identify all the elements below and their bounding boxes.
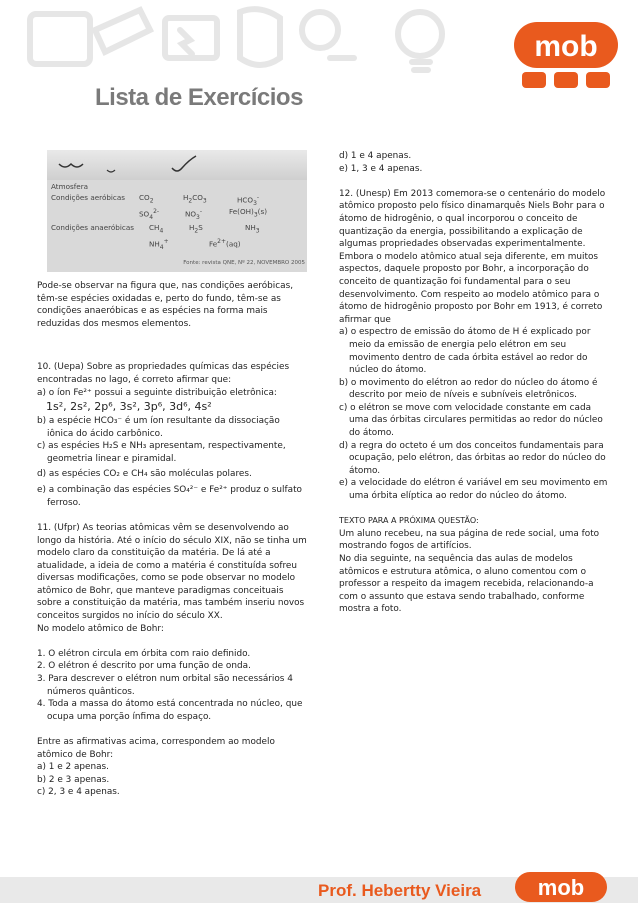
q11-option-e: e) 1, 3 e 4 apenas. — [339, 163, 423, 174]
next-question-text: Um aluno recebeu, na sua página de rede social, uma foto mostrando fogos de artifícios. — [339, 528, 600, 552]
q10-option-e: e) a combinação das espécies SO₄²⁻ e Fe²⁺ produz o sulfato ferroso. — [37, 485, 302, 508]
left-column — [37, 150, 307, 799]
q11-item: 2. O elétron é descrito por uma função de onda. — [37, 661, 251, 672]
lake-figure — [37, 150, 307, 274]
figure-source: Fonte: revista QNE, Nº 22, NOVEMBRO 2005 — [183, 260, 305, 267]
lake-diagram — [47, 150, 307, 272]
q11-option-c: c) 2, 3 e 4 apenas. — [37, 787, 120, 798]
species-feoh3: $Fe(OH)_3(s)$ — [229, 207, 268, 219]
page-header — [0, 0, 638, 128]
q11-option-a: a) 1 e 2 apenas. — [37, 762, 109, 773]
q10-option-d: d) as espécies CO₂ e CH₄ são moléculas polares. — [37, 468, 252, 479]
mob-logo-icon — [514, 22, 618, 92]
q12-option-a: a) o espectro de emissão do átomo de H é explicado por meio da emissão de energia pelo elétron em seu movimento dentro de cada órbita estável ao redor do núcleo do átomo. — [339, 327, 591, 376]
next-question-label: TEXTO PARA A PRÓXIMA QUESTÃO: — [339, 516, 479, 526]
species-no3: $NO_3^-$ — [185, 208, 203, 221]
q12-option-e: e) a velocidade do elétron é variável em seu movimento em uma órbita elíptica ao redor do núcleo do átomo. — [339, 478, 608, 502]
header-logo-text: mob — [534, 30, 598, 63]
species-fe2: $Fe^{2+}(aq)$ — [209, 238, 241, 249]
q10-option-a: a) o íon Fe²⁺ possui a seguinte distribuição eletrônica: — [37, 387, 277, 398]
footer-logo-text: mob — [537, 875, 585, 900]
right-column — [339, 150, 609, 616]
q11-question: Entre as afirmativas acima, correspondem ao modelo atômico de Bohr: — [37, 737, 275, 760]
footer-mob-logo-icon — [515, 872, 607, 902]
footer-author: Prof. Hebertty Vieira — [318, 881, 482, 900]
q11-item: 1. O elétron circula em órbita com raio definido. — [37, 648, 251, 659]
species-nh3: $NH_3$ — [245, 223, 260, 235]
q12-option-d: d) a regra do octeto é um dos conceitos fundamentais para ocupação, pelo elétron, das órbitas ao redor do núcleo do átomo. — [339, 440, 606, 476]
q11-item: 4. Toda a massa do átomo está concentrada no núcleo, que ocupa uma porção ínfima do espaço. — [37, 699, 303, 722]
species-h2s: $H_2S$ — [189, 223, 203, 235]
q11-option-b: b) 2 e 3 apenas. — [37, 774, 110, 785]
species-h2co3: $H_2CO_3$ — [183, 193, 207, 205]
q12-option-b: b) o movimento do elétron ao redor do núcleo do átomo é descrito por meio de níveis e subníveis eletrônicos. — [339, 377, 598, 401]
layer-anaerobic: Condições anaeróbicas — [51, 223, 134, 232]
species-co2: $CO_2$ — [139, 193, 154, 205]
page-footer — [0, 868, 638, 903]
science-doodles-icon — [0, 0, 470, 90]
species-so4: $SO_4^{2-}$ — [139, 208, 160, 221]
q11-item: 3. Para descrever o elétron num orbital são necessários 4 números quânticos. — [37, 674, 293, 697]
layer-aerobic: Condições aeróbicas — [51, 193, 126, 202]
q10-option-a-formula: 1s², 2s², 2p⁶, 3s², 3p⁶, 3d⁶, 4s² — [46, 400, 212, 414]
q10-option-c: c) as espécies H₂S e NH₃ apresentam, respectivamente, geometria linear e piramidal. — [37, 441, 286, 464]
intro-paragraph: Pode-se observar na figura que, nas condições aeróbicas, têm-se espécies oxidadas e, perto do fundo, têm-se as condições anaeróbicas e as espécies na forma mais reduzidas dos mesmos elementos. — [37, 281, 294, 329]
q12-option-c: c) o elétron se move com velocidade constante em cada uma das órbitas circulares permitidas ao redor do núcleo do átomo. — [339, 402, 603, 439]
page-title: Lista de Exercícios — [95, 84, 303, 111]
species-ch4: $CH_4$ — [149, 223, 164, 235]
species-nh4: $NH_4^+$ — [149, 238, 169, 251]
layer-atmosphere: Atmosfera — [51, 182, 89, 191]
q12-title: 12. (Unesp) Em 2013 comemora-se o centenário do modelo atômico proposto pelo físico dinamarquês Niels Bohr para o átomo de hidrogênio, o qual incorporou o conceito de quantização da energia, possibilitando a explicação de algumas propriedades observadas experimentalmente. Embora o modelo atômico atual seja diferente, em muitos aspectos, daquele proposto por Bohr, a incorporação do conceito de quantização foi fundamental para o seu desenvolvimento. Com respeito ao modelo atômico para o átomo de hidrogênio proposto por Bohr em 1913, é correto afirmar que — [339, 188, 606, 325]
next-question-text-2: No dia seguinte, na sequência das aulas de modelos atômicos e estrutura atômica, o aluno comentou com o professor a respeito da imagem recebida, relacionando-a com o assunto que estava sendo trabalhado, conforme mostra a foto. — [339, 554, 594, 615]
species-hco3: $HCO_3^-$ — [237, 194, 260, 207]
q11-lead: No modelo atômico de Bohr: — [37, 623, 164, 634]
q10-option-b: b) a espécie HCO₃⁻ é um íon resultante da dissociação iônica do ácido carbônico. — [37, 416, 280, 439]
q11-option-d: d) 1 e 4 apenas. — [339, 151, 412, 161]
q10-title: 10. (Uepa) Sobre as propriedades químicas das espécies encontradas no lago, é correto afirmar que: — [37, 362, 290, 385]
q11-title: 11. (Ufpr) As teorias atômicas vêm se desenvolvendo ao longo da história. Até o início do século XIX, não se tinha um modelo claro da constituição da matéria. De lá até a atualidade, a ideia de como a matéria é constituída sofreu diversas modificações, como se pode observar no modelo atômico de Bohr, que manteve paradigmas conceituais sobre a constituição da matéria, mas também inseriu novos conceitos surgidos no início do século XX. — [37, 522, 307, 622]
